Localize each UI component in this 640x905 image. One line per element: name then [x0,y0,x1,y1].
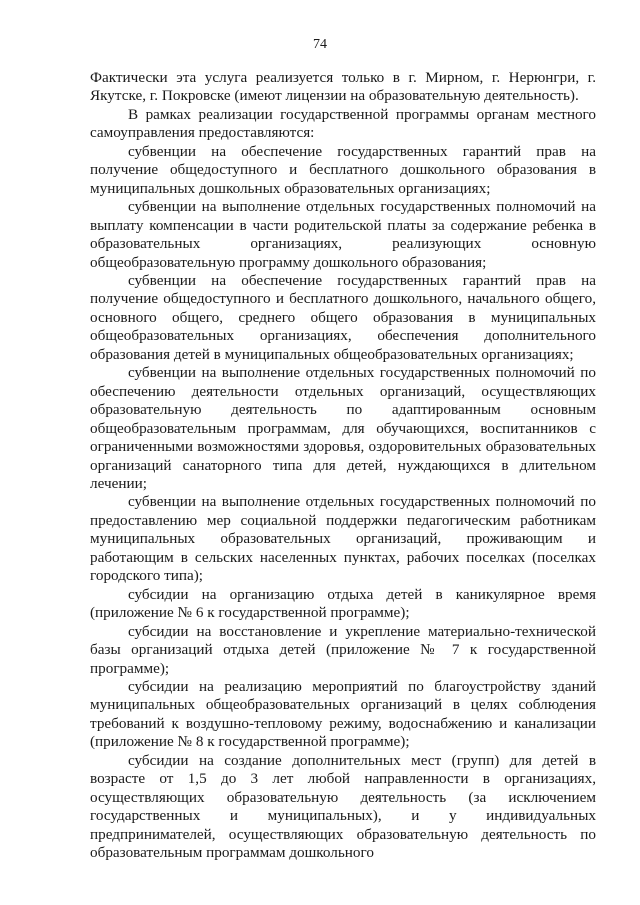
paragraph-subvention-parent-compensation: субвенции на выполнение отдельных государственных полномочий на выплату компенсации в части родительской платы за содержание ребенка в образовательных организациях, реализующих основную общеобразовательную программу дошкольного образования; [90,198,596,271]
paragraph-subvention-teacher-support: субвенции на выполнение отдельных государственных полномочий по предоставлению мер социальной поддержки педагогическим работникам муниципальных образовательных организаций, проживающим и работающим в сельских населенных пунктах, рабочих поселках (поселках городского типа); [90,493,596,585]
document-body [90,69,596,862]
paragraph-subvention-preschool-guarantees: субвенции на обеспечение государственных гарантий прав на получение общедоступного и бесплатного дошкольного образования в муниципальных дошкольных образовательных организациях; [90,142,596,197]
paragraph-subsidy-school-buildings: субсидии на реализацию мероприятий по благоустройству зданий муниципальных общеобразовательных организаций в целях соблюдения требований к воздушно-тепловому режиму, водоснабжению и канализации (приложение № 8 к государственной программе); [90,677,596,751]
paragraph-subvention-special-organizations: субвенции на выполнение отдельных государственных полномочий по обеспечению деятельности отдельных организаций, осуществляющих образовательную деятельность по адаптированным основным общеобразовательным программам, для обучающихся, воспитанников с ограниченными возможностями здоровья, оздоровительных образовательных организаций санаторного типа для детей, нуждающихся в длительном лечении; [90,364,596,492]
paragraph-subsidy-camp-base: субсидии на восстановление и укрепление материально-технической базы организаций отдыха детей (приложение № 7 к государственной программе); [90,622,596,677]
page-number: 74 [313,37,327,52]
paragraph-subsidy-vacation-rest: субсидии на организацию отдыха детей в каникулярное время (приложение № 6 к государственной программе); [90,585,596,622]
paragraph-service-locations: Фактически эта услуга реализуется только в г. Мирном, г. Нерюнгри, г. Якутске, г. Покровске (имеют лицензии на образовательную деятельность). [90,69,596,105]
paragraph-subsidy-additional-places: субсидии на создание дополнительных мест (групп) для детей в возрасте от 1,5 до 3 лет любой направленности в организациях, осуществляющих образовательную деятельность (за исключением государственных и муниципальных), и у индивидуальных предпринимателей, осуществляющих образовательную деятельность по образовательным программам дошкольного [90,751,596,862]
paragraph-subvention-general-education: субвенции на обеспечение государственных гарантий прав на получение общедоступного и бесплатного дошкольного, начального общего, основного общего, среднего общего образования в муниципальных общеобразовательных организациях, обеспечения дополнительного образования детей в муниципальных общеобразовательных организациях; [90,271,596,363]
paragraph-program-intro: В рамках реализации государственной программы органам местного самоуправления предоставляются: [90,105,596,142]
